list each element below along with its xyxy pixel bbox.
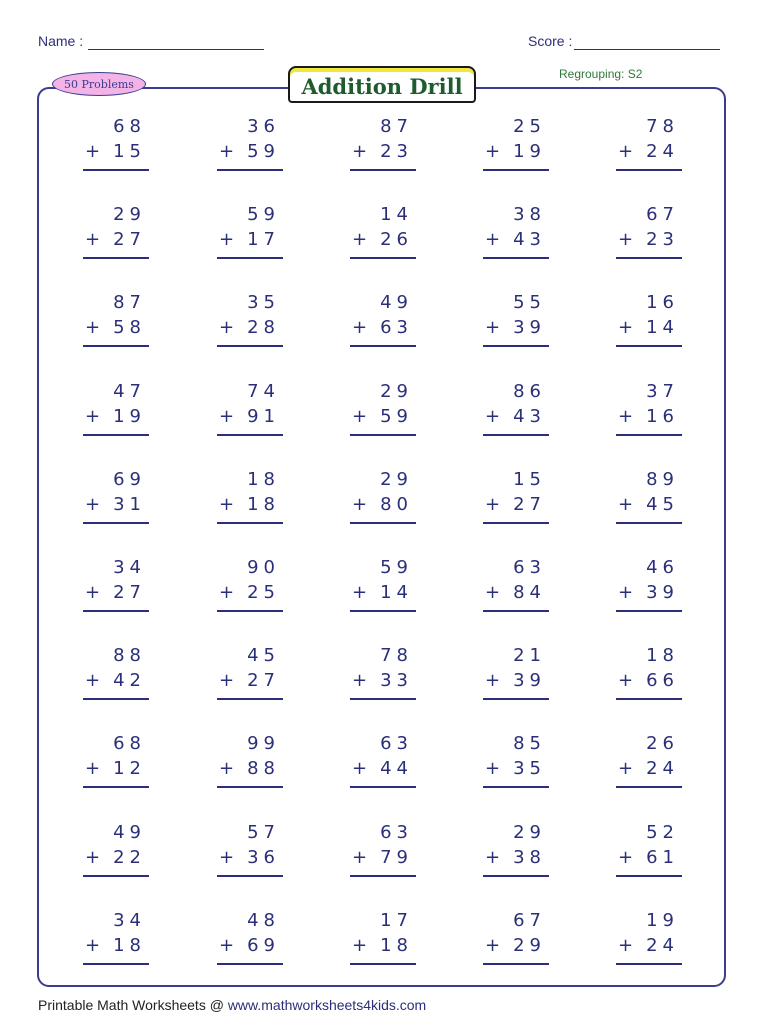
- score-label: Score :: [528, 33, 573, 49]
- addend-bottom: 23: [380, 141, 413, 162]
- addend-bottom: 22: [113, 847, 146, 868]
- footer: [38, 997, 426, 1013]
- addend-bottom: 44: [380, 758, 413, 779]
- addend-top: 69: [113, 469, 146, 490]
- plus-sign: +: [85, 494, 106, 515]
- plus-sign: +: [485, 317, 506, 338]
- plus-sign: +: [219, 582, 240, 603]
- addend-bottom: 58: [113, 317, 146, 338]
- addend-bottom: 79: [380, 847, 413, 868]
- addend-bottom: 43: [513, 229, 546, 250]
- plus-sign: +: [352, 582, 373, 603]
- addend-top: 59: [247, 204, 280, 225]
- addend-top: 63: [513, 557, 546, 578]
- addend-top: 59: [380, 557, 413, 578]
- plus-sign: +: [219, 758, 240, 779]
- plus-sign: +: [618, 670, 639, 691]
- addend-top: 87: [380, 116, 413, 137]
- addend-top: 29: [513, 822, 546, 843]
- plus-sign: +: [618, 317, 639, 338]
- addend-top: 15: [513, 469, 546, 490]
- plus-sign: +: [85, 582, 106, 603]
- addend-bottom: 27: [247, 670, 280, 691]
- name-field[interactable]: [88, 49, 264, 50]
- addend-top: 90: [247, 557, 280, 578]
- addend-top: 63: [380, 733, 413, 754]
- addend-bottom: 14: [380, 582, 413, 603]
- addend-top: 47: [113, 381, 146, 402]
- addend-bottom: 24: [646, 935, 679, 956]
- plus-sign: +: [352, 494, 373, 515]
- addend-bottom: 38: [513, 847, 546, 868]
- addend-top: 88: [113, 645, 146, 666]
- addend-bottom: 66: [646, 670, 679, 691]
- plus-sign: +: [85, 847, 106, 868]
- plus-sign: +: [85, 670, 106, 691]
- addend-bottom: 59: [247, 141, 280, 162]
- addend-top: 29: [380, 469, 413, 490]
- plus-sign: +: [85, 758, 106, 779]
- plus-sign: +: [618, 494, 639, 515]
- addend-top: 85: [513, 733, 546, 754]
- addend-top: 29: [380, 381, 413, 402]
- plus-sign: +: [219, 317, 240, 338]
- addend-top: 26: [646, 733, 679, 754]
- addend-top: 45: [247, 645, 280, 666]
- addend-top: 63: [380, 822, 413, 843]
- addend-bottom: 88: [247, 758, 280, 779]
- worksheet-title: Addition Drill: [288, 66, 476, 103]
- addend-top: 68: [113, 116, 146, 137]
- addend-bottom: 42: [113, 670, 146, 691]
- addend-bottom: 19: [513, 141, 546, 162]
- plus-sign: +: [618, 935, 639, 956]
- addend-bottom: 91: [247, 406, 280, 427]
- plus-sign: +: [485, 494, 506, 515]
- plus-sign: +: [352, 935, 373, 956]
- plus-sign: +: [352, 317, 373, 338]
- addend-bottom: 45: [646, 494, 679, 515]
- addend-bottom: 24: [646, 141, 679, 162]
- addend-top: 46: [646, 557, 679, 578]
- plus-sign: +: [485, 847, 506, 868]
- plus-sign: +: [485, 141, 506, 162]
- addend-top: 55: [513, 292, 546, 313]
- addend-top: 67: [513, 910, 546, 931]
- plus-sign: +: [219, 229, 240, 250]
- addend-bottom: 12: [113, 758, 146, 779]
- addend-bottom: 26: [380, 229, 413, 250]
- addend-bottom: 33: [380, 670, 413, 691]
- plus-sign: +: [352, 847, 373, 868]
- plus-sign: +: [485, 582, 506, 603]
- addend-bottom: 69: [247, 935, 280, 956]
- addend-bottom: 39: [646, 582, 679, 603]
- addend-top: 37: [646, 381, 679, 402]
- plus-sign: +: [618, 229, 639, 250]
- addend-top: 18: [646, 645, 679, 666]
- addend-top: 87: [113, 292, 146, 313]
- plus-sign: +: [352, 406, 373, 427]
- addend-top: 86: [513, 381, 546, 402]
- addend-top: 36: [247, 116, 280, 137]
- addend-bottom: 15: [113, 141, 146, 162]
- addend-top: 49: [380, 292, 413, 313]
- plus-sign: +: [352, 670, 373, 691]
- plus-sign: +: [618, 847, 639, 868]
- addend-top: 67: [646, 204, 679, 225]
- addend-top: 17: [380, 910, 413, 931]
- addend-bottom: 17: [247, 229, 280, 250]
- plus-sign: +: [485, 935, 506, 956]
- addend-bottom: 28: [247, 317, 280, 338]
- addend-top: 25: [513, 116, 546, 137]
- plus-sign: +: [85, 935, 106, 956]
- addend-bottom: 59: [380, 406, 413, 427]
- plus-sign: +: [219, 494, 240, 515]
- addend-bottom: 18: [113, 935, 146, 956]
- plus-sign: +: [485, 406, 506, 427]
- addend-bottom: 39: [513, 317, 546, 338]
- addend-top: 78: [646, 116, 679, 137]
- addend-bottom: 80: [380, 494, 413, 515]
- plus-sign: +: [618, 406, 639, 427]
- plus-sign: +: [618, 758, 639, 779]
- addend-top: 18: [247, 469, 280, 490]
- addend-top: 34: [113, 557, 146, 578]
- addend-top: 16: [646, 292, 679, 313]
- footer-prefix: Printable Math Worksheets @: [38, 997, 228, 1013]
- addend-top: 74: [247, 381, 280, 402]
- problem-count-badge: 50 Problems: [52, 72, 146, 96]
- plus-sign: +: [219, 935, 240, 956]
- plus-sign: +: [219, 141, 240, 162]
- plus-sign: +: [219, 847, 240, 868]
- addend-top: 57: [247, 822, 280, 843]
- addend-top: 29: [113, 204, 146, 225]
- addend-bottom: 43: [513, 406, 546, 427]
- addend-top: 52: [646, 822, 679, 843]
- addend-bottom: 16: [646, 406, 679, 427]
- addend-bottom: 35: [513, 758, 546, 779]
- plus-sign: +: [85, 141, 106, 162]
- addend-bottom: 63: [380, 317, 413, 338]
- plus-sign: +: [85, 317, 106, 338]
- addend-bottom: 23: [646, 229, 679, 250]
- plus-sign: +: [85, 406, 106, 427]
- addend-top: 78: [380, 645, 413, 666]
- addend-bottom: 25: [247, 582, 280, 603]
- addend-bottom: 19: [113, 406, 146, 427]
- addend-bottom: 27: [513, 494, 546, 515]
- addend-bottom: 31: [113, 494, 146, 515]
- addend-top: 49: [113, 822, 146, 843]
- addend-bottom: 61: [646, 847, 679, 868]
- plus-sign: +: [485, 670, 506, 691]
- plus-sign: +: [485, 758, 506, 779]
- plus-sign: +: [618, 582, 639, 603]
- plus-sign: +: [352, 229, 373, 250]
- addend-bottom: 24: [646, 758, 679, 779]
- addend-top: 35: [247, 292, 280, 313]
- plus-sign: +: [618, 141, 639, 162]
- addend-top: 34: [113, 910, 146, 931]
- score-field[interactable]: [574, 49, 720, 50]
- addend-top: 38: [513, 204, 546, 225]
- plus-sign: +: [352, 758, 373, 779]
- plus-sign: +: [219, 406, 240, 427]
- worksheet-frame: [37, 87, 726, 987]
- addend-bottom: 18: [247, 494, 280, 515]
- addend-bottom: 39: [513, 670, 546, 691]
- addend-bottom: 29: [513, 935, 546, 956]
- addend-bottom: 36: [247, 847, 280, 868]
- name-label: Name :: [38, 33, 84, 49]
- footer-url[interactable]: www.mathworksheets4kids.com: [227, 997, 427, 1013]
- addend-bottom: 18: [380, 935, 413, 956]
- worksheet-subtitle: Regrouping: S2: [559, 67, 643, 81]
- addend-bottom: 84: [513, 582, 546, 603]
- addend-top: 21: [513, 645, 546, 666]
- plus-sign: +: [85, 229, 106, 250]
- plus-sign: +: [485, 229, 506, 250]
- plus-sign: +: [219, 670, 240, 691]
- addend-top: 89: [646, 469, 679, 490]
- addend-top: 14: [380, 204, 413, 225]
- addend-top: 99: [247, 733, 280, 754]
- addend-bottom: 27: [113, 582, 146, 603]
- plus-sign: +: [352, 141, 373, 162]
- addend-top: 48: [247, 910, 280, 931]
- addend-bottom: 14: [646, 317, 679, 338]
- addend-bottom: 27: [113, 229, 146, 250]
- addend-top: 68: [113, 733, 146, 754]
- addend-top: 19: [646, 910, 679, 931]
